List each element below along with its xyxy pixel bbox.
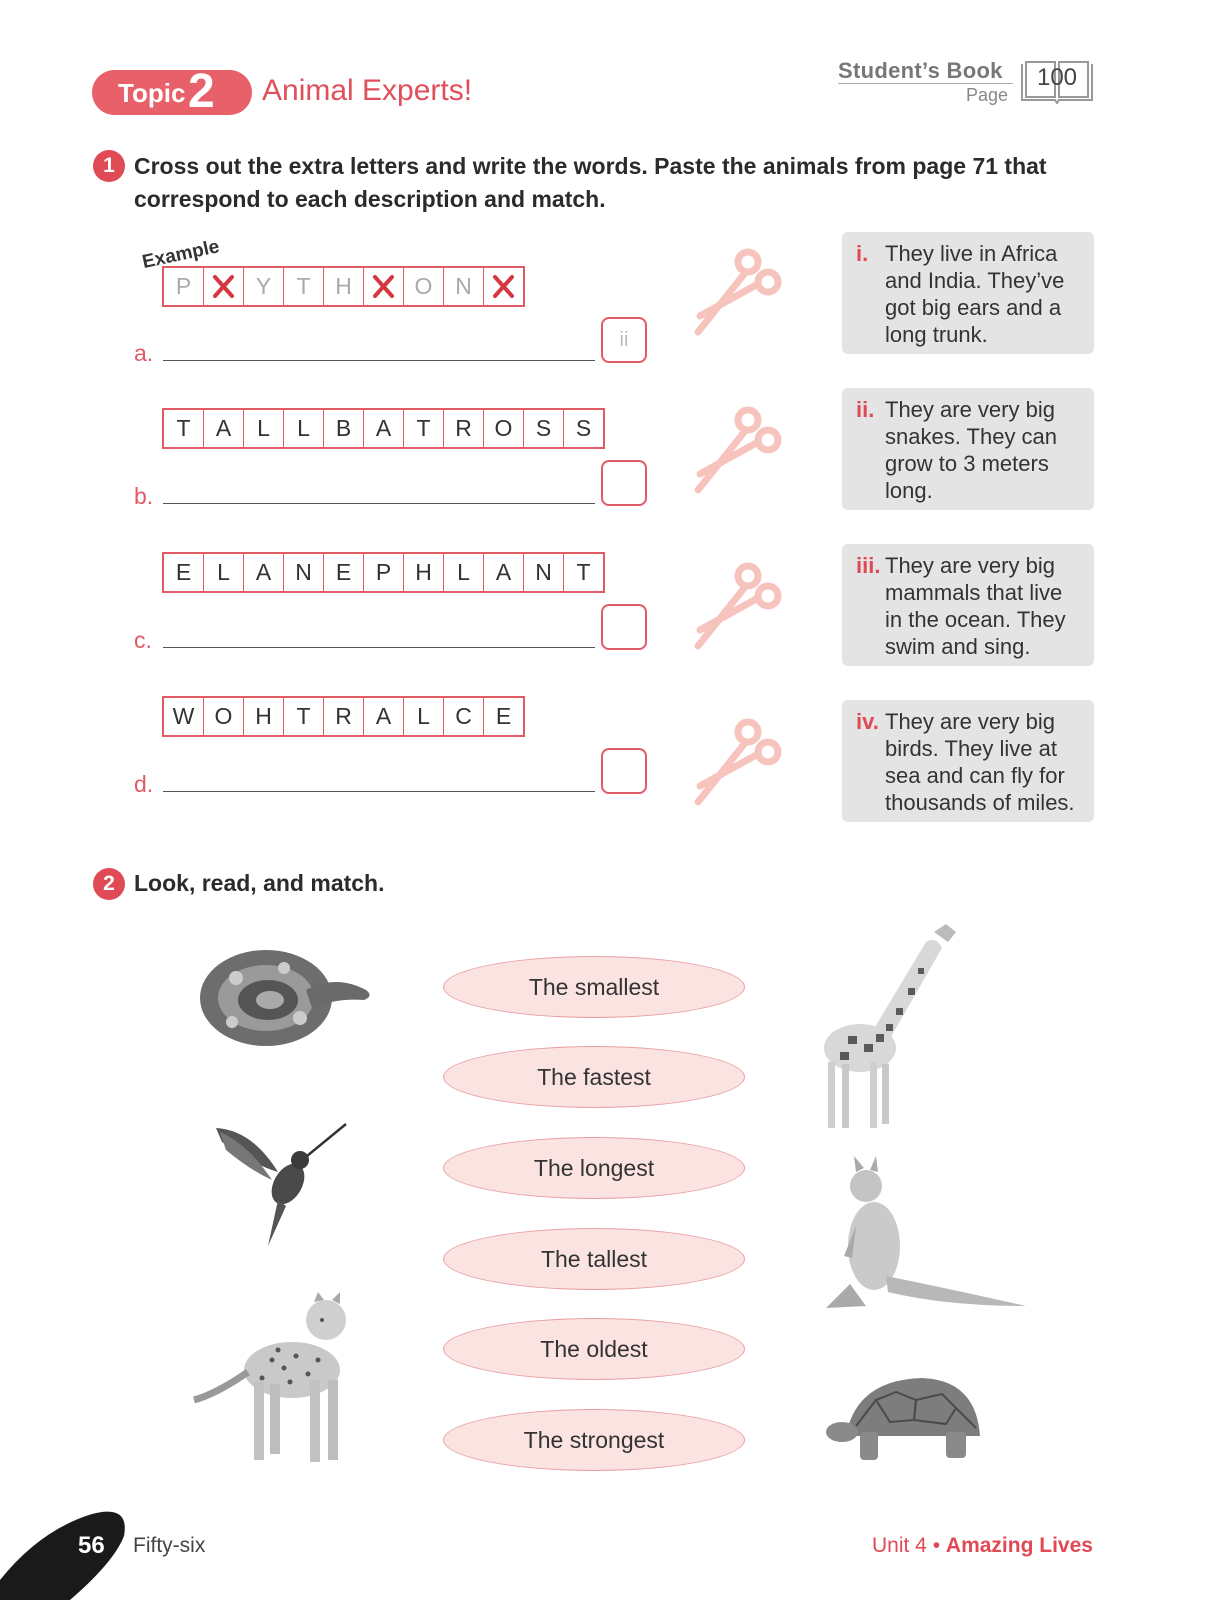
example-letter-cell[interactable] <box>484 268 523 305</box>
row-a-write-line[interactable] <box>163 360 595 361</box>
phrase-longest[interactable]: The longest <box>443 1137 745 1199</box>
letter: N <box>295 559 312 585</box>
giraffe-image[interactable] <box>818 912 968 1132</box>
row-d-letter-cell[interactable] <box>364 698 404 735</box>
example-letter-cell[interactable] <box>324 268 364 305</box>
cheetah-image[interactable] <box>192 1290 362 1466</box>
description-text: They are very big mammals that live in the ocean. They swim and sing. <box>885 553 1066 659</box>
example-letter-cell[interactable] <box>204 268 244 305</box>
letter: T <box>296 703 311 729</box>
letter: H <box>415 559 432 585</box>
row-b-letter-cell[interactable] <box>164 410 204 447</box>
row-d-letter-grid <box>162 696 525 737</box>
letter: N <box>535 559 552 585</box>
row-c-letter-cell[interactable] <box>524 554 564 591</box>
book-page-number: 100 <box>1036 64 1078 91</box>
example-letter-grid <box>162 266 525 307</box>
row-d-write-line[interactable] <box>163 791 595 792</box>
unit-number: Unit 4 <box>872 1534 927 1557</box>
row-d-letter-cell[interactable] <box>404 698 444 735</box>
row-c-letter-grid <box>162 552 605 593</box>
row-b-letter-cell[interactable] <box>444 410 484 447</box>
description-text: They are very big birds. They live at sea and can fly for thousands of miles. <box>885 709 1075 815</box>
row-c-letter-cell[interactable] <box>204 554 244 591</box>
row-d-answer-box[interactable] <box>601 748 647 794</box>
row-b-letter-cell[interactable] <box>524 410 564 447</box>
row-b-letter: b. <box>134 483 154 509</box>
scissors-icon[interactable] <box>692 246 784 342</box>
page-corner-shape <box>0 1490 140 1600</box>
row-c-write-line[interactable] <box>163 647 595 648</box>
letter: T <box>296 273 311 299</box>
unit-title: Amazing Lives <box>945 1534 1093 1557</box>
row-b-answer-box[interactable] <box>601 460 647 506</box>
row-b-letter-cell[interactable] <box>204 410 244 447</box>
cross-out-mark-icon <box>204 268 243 305</box>
example-label: Example <box>140 236 222 274</box>
tortoise-image[interactable] <box>826 1370 996 1470</box>
students-book-underline <box>838 83 1013 84</box>
description-card-iii <box>842 544 1094 666</box>
section-1-instruction-line2: correspond to each description and match. <box>134 186 606 212</box>
kangaroo-image[interactable] <box>826 1156 1030 1314</box>
scissors-icon[interactable] <box>692 404 784 500</box>
page-number: 56 <box>78 1532 105 1559</box>
letter: H <box>255 703 272 729</box>
letter: R <box>455 415 472 441</box>
letter: E <box>175 559 192 585</box>
row-d-letter-cell[interactable] <box>164 698 204 735</box>
example-letter-cell[interactable] <box>444 268 484 305</box>
row-b-letter-cell[interactable] <box>244 410 284 447</box>
description-text: They live in Africa and India. They’ve got big ears and a long trunk. <box>885 241 1065 347</box>
row-c-letter-cell[interactable] <box>324 554 364 591</box>
letter: O <box>414 273 433 299</box>
description-numeral: iii. <box>856 553 881 578</box>
page-title: Animal Experts! <box>262 74 473 107</box>
phrase-fastest[interactable]: The fastest <box>443 1046 745 1108</box>
students-book-label: Student’s Book <box>838 58 1003 83</box>
description-card-i <box>842 232 1094 354</box>
description-card-iv <box>842 700 1094 822</box>
topic-label: Topic <box>118 78 186 108</box>
row-d-letter-cell[interactable] <box>244 698 284 735</box>
phrase-oldest[interactable]: The oldest <box>443 1318 745 1380</box>
row-b-letter-cell[interactable] <box>564 410 603 447</box>
phrase-tallest[interactable]: The tallest <box>443 1228 745 1290</box>
row-d-letter: d. <box>134 771 154 797</box>
row-d-letter-cell[interactable] <box>444 698 484 735</box>
letter: T <box>416 415 431 441</box>
letter: A <box>215 415 232 441</box>
letter: T <box>176 415 191 441</box>
row-c-letter-cell[interactable] <box>484 554 524 591</box>
letter: A <box>375 415 392 441</box>
section-1-instruction-line1: Cross out the extra letters and write the words. Paste the animals from page 71 that <box>134 153 1047 179</box>
page-label: Page <box>966 85 1009 105</box>
row-b-write-line[interactable] <box>163 503 595 504</box>
row-c-answer-box[interactable] <box>601 604 647 650</box>
row-d-letter-cell[interactable] <box>484 698 523 735</box>
section-2-number: 2 <box>93 868 125 900</box>
letter: L <box>217 559 230 585</box>
letter: P <box>175 273 192 299</box>
letter: N <box>455 273 472 299</box>
row-d-letter-cell[interactable] <box>324 698 364 735</box>
row-b-letter-cell[interactable] <box>364 410 404 447</box>
letter: E <box>495 703 512 729</box>
letter: S <box>535 415 552 441</box>
row-a-answer-box[interactable]: ii <box>601 317 647 363</box>
topic-badge <box>92 65 252 118</box>
letter: O <box>214 703 233 729</box>
description-text: They are very big snakes. They can grow to 3 meters long. <box>885 397 1058 503</box>
scissors-icon[interactable] <box>692 716 784 812</box>
row-b-letter-cell[interactable] <box>284 410 324 447</box>
example-letter-cell[interactable] <box>284 268 324 305</box>
cross-out-mark-icon <box>364 268 403 305</box>
section-1-number: 1 <box>93 150 125 182</box>
cross-out-mark-icon <box>484 268 523 305</box>
letter: A <box>375 703 392 729</box>
letter: B <box>335 415 352 441</box>
row-b-letter-grid <box>162 408 605 449</box>
row-a-letter: a. <box>134 340 154 366</box>
section-2-instruction: Look, read, and match. <box>134 870 385 896</box>
row-b-letter-cell[interactable] <box>404 410 444 447</box>
letter: S <box>575 415 592 441</box>
letter: Y <box>255 273 272 299</box>
letter: P <box>375 559 392 585</box>
python-image[interactable] <box>196 938 382 1050</box>
example-letter-cell[interactable] <box>404 268 444 305</box>
letter: O <box>494 415 513 441</box>
row-d-letter-cell[interactable] <box>204 698 244 735</box>
letter: T <box>576 559 591 585</box>
row-b-letter-cell[interactable] <box>324 410 364 447</box>
phrase-smallest[interactable]: The smallest <box>443 956 745 1018</box>
row-c-letter-cell[interactable] <box>284 554 324 591</box>
letter: R <box>335 703 352 729</box>
letter: E <box>335 559 352 585</box>
letter: A <box>495 559 512 585</box>
page-number-words: Fifty-six <box>133 1534 206 1557</box>
row-c-letter-cell[interactable] <box>164 554 204 591</box>
description-numeral: ii. <box>856 397 875 422</box>
row-d-letter-cell[interactable] <box>284 698 324 735</box>
letter: L <box>257 415 270 441</box>
row-c-letter-cell[interactable] <box>364 554 404 591</box>
scissors-icon[interactable] <box>692 560 784 656</box>
letter: A <box>255 559 272 585</box>
description-numeral: iv. <box>856 709 879 734</box>
letter: H <box>335 273 352 299</box>
description-card-ii <box>842 388 1094 510</box>
description-numeral: i. <box>856 241 869 266</box>
hummingbird-image[interactable] <box>212 1120 348 1248</box>
letter: L <box>457 559 470 585</box>
row-b-letter-cell[interactable] <box>484 410 524 447</box>
topic-number: 2 <box>188 65 215 118</box>
letter: L <box>297 415 310 441</box>
example-letter-cell[interactable] <box>364 268 404 305</box>
letter: W <box>172 703 195 729</box>
row-c-letter-cell[interactable] <box>244 554 284 591</box>
phrase-strongest[interactable]: The strongest <box>443 1409 745 1471</box>
row-c-letter-cell[interactable] <box>444 554 484 591</box>
example-letter-cell[interactable] <box>164 268 204 305</box>
row-c-letter: c. <box>134 627 152 653</box>
letter: C <box>455 703 472 729</box>
example-letter-cell[interactable] <box>244 268 284 305</box>
unit-bullet: • <box>932 1534 941 1557</box>
unit-label <box>872 1534 1093 1558</box>
row-c-letter-cell[interactable] <box>564 554 603 591</box>
letter: L <box>417 703 430 729</box>
row-c-letter-cell[interactable] <box>404 554 444 591</box>
